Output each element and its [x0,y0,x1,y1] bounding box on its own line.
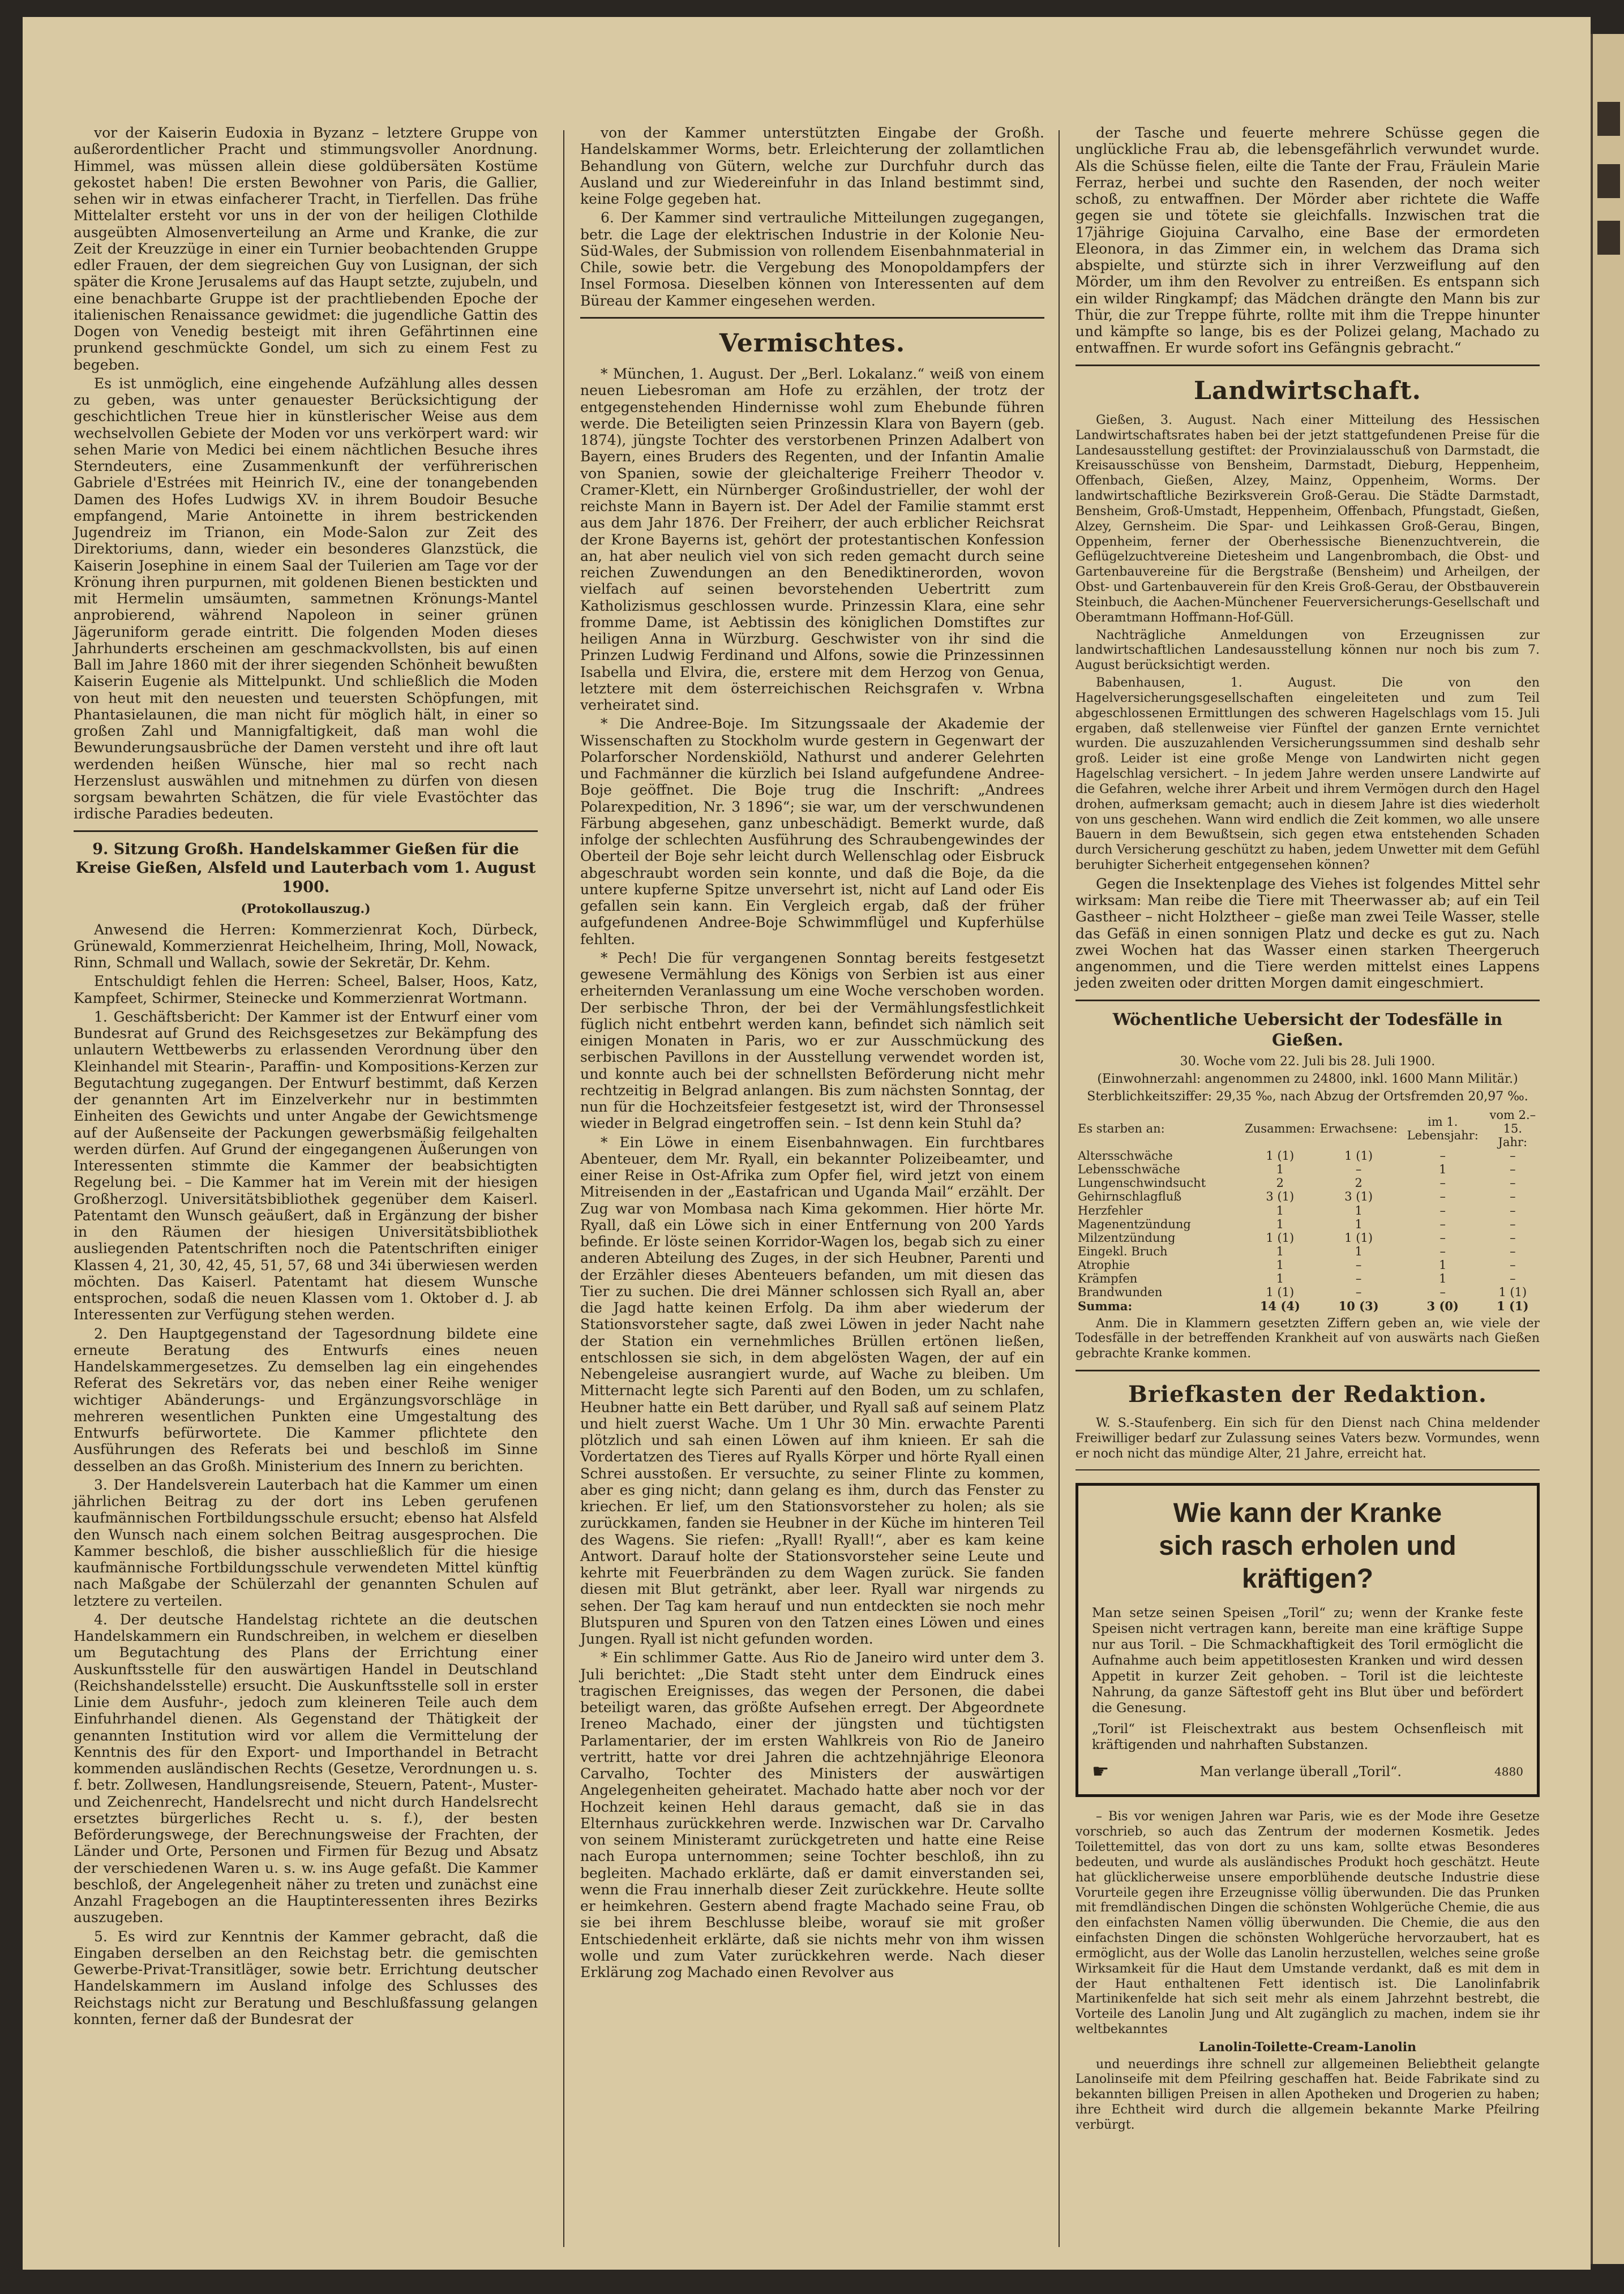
table-cell: Summa: [1078,1298,1133,1313]
table-cell: Gehirnschlagfluß [1078,1190,1182,1204]
paragraph: von der Kammer unterstützten Eingabe der Großh. Handelskammer Worms, betr. Erleichterung der zollamtlichen Behandlung von Gütern, welche zur Durchfuhr durch das Ausland und zur Wiedereinfuhr in das Inland bestimmt sind, keine Folge gegeben hat. [580,125,1044,207]
paragraph: Nachträgliche Anmeldungen von Erzeugnissen zur landwirtschaftlichen Landesausstellung können nur noch bis zum 7. August berücksichtigt werden. [1075,628,1540,673]
table-cell: Atrophie [1078,1258,1130,1272]
table-row [1075,1285,1540,1299]
table-row [1075,1217,1540,1231]
table-row [1075,1149,1540,1163]
table-cell: 3 (1) [1344,1190,1373,1204]
paragraph: * Die Andree-Boje. Im Sitzungssaale der Akademie der Wissenschaften zu Stockholm wurde gestern in Gegenwart der Polarforscher Nordenskiöld, Nathurst und anderer Gelehrten und Fachmänner die kürzlich bei Island aufgefundene Andree-Boje geöffnet. Die Boje trug die Inschrift: „Andrees Polarexpedition, Nr. 3 1896“; sie war, um der verschwundenen Färbung abgesehen, ganz unbeschädigt. Bemerkt wurde, daß infolge der schlechten Ausführung des Schraubengewindes der Oberteil der Boje sehr leicht durch Wellenschlag oder Eisbruck abgeschraubt worden sein konnte, und daß die Boje, da die untere kupferne Spitze unversehrt ist, nicht auf Land oder Eis gefallen sein kann. Ein Vergleich ergab, daß der früher aufgefundenen Andree-Boje Schwimmflügel und Kupferhülse fehlten. [580,715,1044,947]
table-header-cell: im 1. Lebensjahr: [1407,1114,1479,1142]
table-cell: 1 (1) [1497,1298,1529,1313]
table-cell: 1 [1276,1272,1284,1286]
table-row [1075,1258,1540,1272]
ad-slogan: Man verlange überall „Toril“. [1199,1764,1402,1780]
table-header-row [1075,1108,1540,1149]
deaths-note: Anm. Die in Klammern gesetzten Ziffern geben an, wie viele der Todesfälle in der betreffenden Krankheit auf von auswärts nach Gießen gebrachte Kranke kommen. [1075,1316,1540,1361]
table-cell: 1 [1276,1163,1284,1177]
paragraph: * München, 1. August. Der „Berl. Lokalanz.“ weiß von einem neuen Liebesroman am Hofe zu erzählen, der trotz der entgegenstehenden Hindernisse wohl zum Ehebunde führen werde. Die Beteiligten seien Prinzessin Klara von Bayern (geb. 1874), jüngste Tochter des verstorbenen Prinzen Adalbert von Bayern, eines Bruders des Regenten, und der Infantin Amalie von Spanien, sowie der gleichalterige Freiherr Theodor v. Cramer-Klett, ein Nürnberger Großindustrieller, der wohl der reichste Mann in Bayern ist. Der Adel der Familie stammt erst aus dem Jahr 1876. Der Freiherr, der auch erblicher Reichsrat der Krone Bayerns ist, gehört der protestantischen Konfession an, hat aber neulich viel von sich reden gemacht durch seine reichen Zuwendungen an den Benediktinerorden, wovon vielfach auf seinen bevorstehenden Uebertritt zum Katholizismus geschlossen wurde. Prinzessin Klara, eine sehr fromme Dame, ist Aebtissin des königlichen Domstiftes zur heiligen Anna in Würzburg. Geschwister von ihr sind die Prinzen Ludwig Ferdinand und Alfons, sowie die Prinzessinnen Isabella und Elvira, die, erstere mit dem Herzog von Genua, letztere mit dem österreichischen Reichsgrafen v. Wrbna verheiratet sind. [580,366,1044,714]
table-cell: – [1510,1217,1516,1231]
table-cell: 2 [1276,1176,1284,1190]
table-cell: – [1439,1244,1446,1258]
table-header-cell: Erwachsene: [1319,1121,1398,1135]
paragraph: * Ein Löwe in einem Eisenbahnwagen. Ein furchtbares Abenteuer, dem Mr. Ryall, ein bekannter Polizeibeamter, und einer Reise in Ost-Afrika zum Opfer fiel, wird jetzt von einem Mitreisenden in der „Eastafrican und Uganda Mail“ erzählt. Der Zug war von Mombasa nach Kima gekommen. Hier hörte Mr. Ryall, daß ein Löwe sich in einer Entfernung von 200 Yards befinde. Er löste seinen Korridor-Wagen los, begab sich zu einer anderen Abteilung des Zuges, in der sich Heubner, Parenti und der Erzähler dieses Abenteuers befanden, um mit diesen das Tier zu suchen. Die drei Männer schlossen sich Ryall an, aber die Jagd hatte keinen Erfolg. Da ihm aber wiederum der Stationsvorsteher sagte, daß zwei Löwen in jeder Nacht nahe der Station ein vernehmliches Brüllen ertönen ließen, entschlossen sie sich, in dem abgelösten Wagen, der auf ein Nebengeleise ausrangiert wurde, auf Wache zu bleiben. Um Mitternacht legte sich Parenti auf den Boden, um zu schlafen, Heubner hatte ein Bett darüber, und Ryall saß auf seinem Platz und hielt zuerst Wache. Um 1 Uhr 30 Min. erwachte Parenti plötzlich und sah einen Löwen auf ihm knieen. Er sah die Vordertatzen des Tieres auf Ryalls Körper und hörte Ryall einen Schrei ausstoßen. Er versuchte, zu seiner Flinte zu kommen, aber es ging nicht; dann gelang es ihm, durch das Fenster zu kriechen. Er lief, um den Stationsvorsteher zu holen; als sie zurückkamen, fanden sie Heubner in der Küche im hinteren Teil des Wagens. Sie riefen: „Ryall! Ryall!“, aber es kam keine Antwort. Darauf holte der Stationsvorsteher seine Leute und kehrte mit Feuerbränden zu dem Wagen zurück. Sie fanden diesen mit Blut getränkt, aber leer. Ryall war nirgends zu sehen. Der Tag kam herauf und nun entdeckten sie noch mehr Blutspuren und Spuren von den Tatzen eines Löwen und eines Jungen. Ryall ist nicht gefunden worden. [580,1134,1044,1648]
adjacent-page-edge [1591,34,1624,2264]
section-heading-vermischtes: Vermischtes. [719,328,906,358]
table-cell: – [1510,1203,1516,1217]
table-cell: 1 [1439,1163,1447,1177]
paragraph: Anwesend die Herren: Kommerzienrat Koch, Dürbeck, Grünewald, Kommerzienrat Heichelheim, Ihring, Moll, Nowack, Rinn, Schmall und Wallach, sowie der Sekretär, Dr. Kehm. [74,921,538,971]
paragraph: der Tasche und feuerte mehrere Schüsse gegen die unglückliche Frau ab, die lebensgefährlich verwundet wurde. Als die Schüsse fielen, eilte die Tante der Frau, Fräulein Marie Ferraz, herbei und suchte den Rasenden, der noch weiter schoß, zu entwaffnen. Der Mörder aber richtete die Waffe gegen sie und tötete sie gleichfalls. Inzwischen trat die 17jährige Giojuina Carvalho, eine Base der ermordeten Eleonora, in das Zimmer ein, in welchem das Drama sich abspielte, und stürzte sich in ihrer Verzweiflung auf den Mörder, um ihm den Revolver zu entreißen. Es entspann sich ein wilder Ringkampf; das Mädchen drängte den Mann bis zur Thür, die zur Treppe führte, rollte mit ihm die Treppe hinunter und kämpfte so lange, bis es der Polizei gelang, Machado zu entwaffnen. Er wurde sofort ins Gefängnis gebracht.“ [1075,125,1540,357]
table-row [1075,1163,1540,1176]
table-row [1075,1204,1540,1217]
table-cell: – [1439,1203,1446,1217]
table-cell: – [1355,1258,1362,1272]
table-cell: 1 [1276,1217,1284,1231]
table-cell: 1 (1) [1344,1230,1373,1245]
separator [1075,1469,1540,1470]
table-cell: – [1355,1285,1362,1300]
ad-title: sich rasch erholen und kräftigen? [1159,1531,1456,1594]
table-cell: Magenentzündung [1078,1217,1191,1231]
table-cell: – [1439,1176,1446,1190]
paragraph: – Bis vor wenigen Jahren war Paris, wie es der Mode ihre Gesetze vorschrieb, so auch das Zentrum der modernen Kosmetik. Jedes Toilettemittel, das von dort zu uns kam, sollte etwas Besonderes bedeuten, und wurde als ausländisches Produkt hoch geschätzt. Heute hat glücklicherweise unsere emporblühende deutsche Industrie diese Vorurteile gegen ihre Erzeugnisse völlig überwunden. Die das Prunken mit fremdländischen Dingen die schönsten Wohlgerüche Chemie, die aus den einfachsten Namen völlig überwunden. Die Chemie, die aus den einfachsten Dingen die schönsten Wohlgerüche hervorzaubert, hat es ermöglicht, aus der Wolle das Lanolin herzustellen, welches seine große Wirksamkeit für die Haut dem Umstande verdankt, daß es mit dem in der Haut enthaltenen Fett identisch ist. Die Lanolinfabrik Martinikenfelde hat sich seit mehr als einem Jahrzehnt bestrebt, die Vorteile des Lanolin Jung und Alt zugänglich zu machen, indem sie ihr weltbekanntes [1075,1810,1540,2036]
separator [1075,1370,1540,1371]
deaths-table [1075,1108,1540,1313]
separator [1075,365,1540,366]
table-cell: Eingekl. Bruch [1078,1244,1168,1258]
table-cell: Lungenschwindsucht [1078,1176,1206,1190]
pointing-hand-icon: ☛ [1092,1760,1107,1783]
table-header-cell: vom 2.–15. Jahr: [1489,1108,1536,1149]
separator [580,317,1044,319]
table-cell: – [1510,1190,1516,1204]
deaths-rate: Sterblichkeitsziffer: 29,35 ‰, nach Abzug der Ortsfremden 20,97 ‰. [1087,1089,1528,1104]
table-cell: – [1510,1163,1516,1177]
paragraph: 5. Es wird zur Kenntnis der Kammer gebracht, daß die Eingaben derselben an den Reichstag betr. die gemischten Gewerbe-Privat-Transitläger, sowie betr. Errichtung deutscher Handelskammern im Ausland infolge des Schlusses des Reichstags nicht zur Beratung und Beschlußfassung gelangen konnten, ferner daß der Bundesrat der [74,1928,538,2027]
table-cell: – [1439,1285,1446,1300]
paragraph: Babenhausen, 1. August. Die von den Hagelversicherungsgesellschaften eingeleiteten und zum Teil abgeschlossenen Ermittlungen des schweren Hagelschlags vom 15. Juli ergaben, daß stellenweise vier Fünftel der ganzen Ernte vernichtet wurden. Die auszuzahlenden Versicherungssummen sind deshalb sehr groß. Leider ist eine große Menge von Landwirten nicht gegen Hagelschlag versichert. – In jedem Jahre werden unsere Landwirte auf die Gefahren, welche ihrer Arbeit und ihrem Vermögen durch den Hagel drohen, aufmerksam gemacht; auch in diesem Jahre ist dies wiederholt von uns geschehen. Wann wird endlich die Zeit kommen, wo alle unsere Bauern in dem Bewußtsein, sich gegen etwa entstehenden Schaden durch Versicherung geschützt zu haben, jedem Unwetter mit dem Gefühl beruhigter Sicherheit entgegensehen können? [1075,676,1540,872]
paragraph: 1. Geschäftsbericht: Der Kammer ist der Entwurf einer vom Bundesrat auf Grund des Reichsgesetzes zur Bekämpfung des unlautern Wettbewerbs zu erlassenden Verordnung über den Kleinhandel mit Stearin-, Paraffin- und Kompositions-Kerzen zur Begutachtung zugegangen. Der Entwurf bestimmt, daß Kerzen der genannten Art im Einzelverkehr nur in bestimmten Einheiten des Gewichts und unter Angabe der Gewichtsmenge auf der Außenseite der Packungen gewerbsmäßig feilgehalten werden dürfen. Auf Grund der eingegangenen Äußerungen von Interessenten stimmte die Kammer der beabsichtigten Regelung bei. – Die Kammer hat im Verein mit der hiesigen Großherzogl. Universitätsbibliothek gegenüber dem Kaiserl. Patentamt den Wunsch geäußert, daß in Ergänzung der bisher in den Räumen der hiesigen Universitätsbibliothek ausliegenden Patentschriften noch die Patentschriften einiger Klassen 4, 21, 30, 42, 45, 51, 57, 68 und 34i überwiesen werden möchten. Das Kaiserl. Patentamt hat diesem Wunsche entsprochen, sodaß die neuen Klassen vom 1. Oktober d. J. ab Interessenten zur Verfügung stehen werden. [74,1008,538,1323]
ad-title: Wie kann der Kranke [1173,1498,1442,1529]
paragraph: Gießen, 3. August. Nach einer Mitteilung des Hessischen Landwirtschaftsrates haben bei der jetzt stattgefundenen Preise für die Landesausstellung gestiftet: der Provinzialausschuß von Darmstadt, die Kreisausschüsse von Bensheim, Darmstadt, Dieburg, Heppenheim, Offenbach, Gießen, Alzey, Mainz, Oppenheim, Worms. Der landwirtschaftliche Bezirksverein Groß-Gerau. Die Städte Darmstadt, Bensheim, Groß-Umstadt, Heppenheim, Offenbach, Pfungstadt, Gießen, Alzey, Gernsheim. Die Spar- und Leihkassen Groß-Gerau, Bingen, Oppenheim, ferner der Oberhessische Bienenzuchtverein, die Geflügelzuchtvereine Dietesheim und Langenbrombach, die Obst- und Gartenbauvereine für die Bergstraße (Bensheim) und Arheilgen, der Obst- und Gartenbauverein für den Kreis Groß-Gerau, der Obstbauverein Steinbuch, die Aachen-Münchener Feuerversicherungs-Gesellschaft und Oberamtmann Hoffmann-Hof-Güll. [1075,413,1540,625]
table-cell: – [1510,1272,1516,1286]
table-cell: 1 [1439,1258,1447,1272]
separator [1075,1000,1540,1001]
table-cell: 1 (1) [1344,1148,1373,1163]
table-cell: 1 [1355,1203,1362,1217]
ad-number: 4880 [1494,1764,1523,1778]
table-cell: – [1510,1258,1516,1272]
paragraph: und neuerdings ihre schnell zur allgemeinen Beliebtheit gelangte Lanolinseife mit dem Pfeilring geschaffen hat. Beide Fabrikate sind zu bekannten billigen Preisen in allen Apotheken und Drogerien zu haben; ihre Echtheit wird durch die allgemein bekannte Marke Pfeilring verbürgt. [1075,2057,1540,2132]
table-cell: Lebensschwäche [1078,1163,1180,1177]
table-row [1075,1245,1540,1258]
table-cell: – [1439,1190,1446,1204]
table-cell: 1 [1276,1203,1284,1217]
table-header-cell: Zusammen: [1245,1121,1316,1135]
table-cell: 14 (4) [1259,1298,1300,1313]
table-cell: Herzfehler [1078,1203,1143,1217]
table-cell: 1 (1) [1266,1148,1295,1163]
adjacent-page-mark [1597,221,1620,255]
paragraph: vor der Kaiserin Eudoxia in Byzanz – letztere Gruppe von außerordentlicher Pracht und stimmungsvoller Anordnung. Himmel, was müssen allein diese goldübersäten Kostüme gekostet haben! Die ersten Bewohner von Paris, die Gallier, sehen wir in etwas einfacherer Tracht, in Tierfellen. Das frühe Mittelalter ersteht vor uns in der von der heiligen Clothilde ausgeübten Almosenverteilung an Arme und Kranke, die zur Zeit der Kreuzzüge in einer ein Turnier beobachtenden Gruppe edler Frauen, der dem siegreichen Guy von Lusignan, der sich später die Krone Jerusalems auf das Haupt setzte, zujubeln, und eine benachbarte Gruppe ist der prachtliebenden Epoche der italienischen Renaissance gewidmet: die jugendliche Gattin des Dogen von Venedig besteigt mit ihren Gefährtinnen eine prunkend geschmückte Gondel, um sich zu einem Fest zu begeben. [74,125,538,373]
paragraph: * Pech! Die für vergangenen Sonntag bereits festgesetzt gewesene Vermählung des Königs von Serbien ist aus einer erheiternden Veranlassung um eine Woche verschoben worden. Der serbische Thron, der bei der Vermählungsfestlichkeit füglich nicht entbehrt werden kann, befindet sich nämlich seit einigen Monaten in Paris, wo er zur Ausschmückung des serbischen Pavillons in der Ausstellung verwendet worden ist, und konnte auch bei der schnellsten Beförderung nicht mehr rechtzeitig in Belgrad anlangen. Bis zum nächsten Sonntag, der nun für die Hochzeitsfeier festgesetzt ist, wird der Thronsessel wieder in Belgrad eingetroffen sein. – Ist denn kein Stuhl da? [580,949,1044,1132]
table-cell: 3 (1) [1266,1190,1295,1204]
section-heading-landwirtschaft: Landwirtschaft. [1194,376,1421,405]
adjacent-page-mark [1597,164,1620,198]
table-row [1075,1190,1540,1203]
paragraph: Gegen die Insektenplage des Viehes ist folgendes Mittel sehr wirksam: Man reibe die Tiere mit Theerwasser ab; auf ein Teil Gastheer – nicht Holztheer – gieße man zwei Teile Wasser, stelle das Gefäß in einen sonnigen Platz und decke es gut zu. Nach zwei Wochen hat das Wasser einen starken Theergeruch angenommen, und die Tiere werden mittelst eines Lappens jeden zweiten oder dritten Morgen damit eingeschmiert. [1075,875,1540,992]
table-cell: – [1510,1244,1516,1258]
meeting-subtitle: (Protokollauszug.) [241,901,371,916]
table-header-cell: Es starben an: [1078,1121,1165,1135]
paragraph: 3. Der Handelsverein Lauterbach hat die Kammer um einen jährlichen Beitrag zu der dort ins Leben gerufenen kaufmännischen Fortbildungsschule ersucht; ebenso hat Alsfeld den Wunsch nach einem solchen Beitrag ausgesprochen. Die Kammer beschloß, die bisher ausschließlich für die hiesige kaufmännische Fortbildungsschule verwendeten Mittel künftig nach Maßgabe der Schülerzahl der genannten Schulen auf letztere zu verteilen. [74,1476,538,1609]
table-cell: 1 (1) [1266,1230,1295,1245]
table-cell: Brandwunden [1078,1285,1163,1300]
deaths-table-title: Wöchentliche Uebersicht der Todesfälle in Gießen. [1112,1009,1503,1049]
adjacent-page-mark [1597,102,1620,136]
ad-body: Man setze seinen Speisen „Toril“ zu; wenn der Kranke feste Speisen nicht vertragen kann, bereite man eine kräftige Suppe nur aus Toril. – Die Schmackhaftigkeit des Toril ermöglicht die Aufnahme auch beim appetitlosesten Kranken und wird dessen Appetit in kurzer Zeit gehoben. – Toril ist die leichteste Nahrung, da ganze Säftestoff geht ins Blut über und befördert die Genesung. [1092,1606,1523,1716]
paragraph: 2. Den Hauptgegenstand der Tagesordnung bildete eine erneute Beratung des Entwurfs eines neuen Handelskammergesetzes. Zu demselben lag ein eingehendes Referat des Sekretärs vor, das neben einer Reihe weniger wichtiger Abänderungs- und Ergänzungsvorschläge in mehreren wesentlichen Punkten eine Umgestaltung des Entwurfs befürwortete. Die Kammer pflichtete den Ausführungen des Referats bei und beschloß im Sinne desselben an das Großh. Ministerium des Innern zu berichten. [74,1325,538,1474]
table-cell: 1 (1) [1266,1285,1295,1300]
table-cell: 1 [1276,1244,1284,1258]
table-cell: 1 (1) [1498,1285,1527,1300]
paragraph: Entschuldigt fehlen die Herren: Scheel, Balser, Hoos, Katz, Kampfeet, Schirmer, Steinecke und Kommerzienrat Wortmann. [74,973,538,1006]
table-cell: 10 (3) [1338,1298,1379,1313]
table-cell: 1 [1276,1258,1284,1272]
column-2 [580,125,1044,1983]
table-cell: 1 [1355,1244,1362,1258]
table-cell: – [1510,1148,1516,1163]
column-1 [74,125,538,2030]
table-cell: 3 (0) [1426,1298,1459,1313]
table-cell: – [1439,1148,1446,1163]
paragraph: * Ein schlimmer Gatte. Aus Rio de Janeiro wird unter dem 3. Juli berichtet: „Die Stadt steht unter dem Eindruck eines tragischen Ereignisses, das wegen der Personen, die dabei beteiligt waren, das größte Aufsehen erregt. Der Abgeordnete Ireneo Machado, einer der jüngsten und tüchtigsten Parlamentarier, der im ersten Wahlkreis von Rio de Janeiro vertritt, hatte vor drei Jahren die achtzehnjährige Eleonora Carvalho, Tochter des Ministers der auswärtigen Angelegenheiten geheiratet. Machado hatte aber noch vor der Hochzeit keinen Hehl daraus gemacht, daß sie in das Elternhaus zurückkehren werde. Inzwischen war Dr. Carvalho von seinem Ministeramt zurückgetreten und hatte eine Reise nach Europa unternommen; seine Tochter beschloß, ihn zu begleiten. Machado erklärte, daß er damit einverstanden sei, wenn die Frau innerhalb dieser Zeit zurückkehre. Heute sollte er heimkehren. Gestern abend fragte Machado seine Frau, ob sie bei ihrem Beschlusse bleibe, worauf sie mit großer Entschiedenheit erklärte, daß sie nichts mehr von ihm wissen wolle und zum Vater zurückkehren werde. Nach dieser Erklärung zog Machado einen Revolver aus [580,1649,1044,1981]
table-row [1075,1272,1540,1285]
column-3 [1075,125,1540,2136]
newspaper-page [23,17,1591,2270]
column-rule [563,130,564,2247]
table-row [1075,1176,1540,1190]
ad-body: „Toril“ ist Fleischextrakt aus bestem Ochsenfleisch mit kräftigenden und nahrhaften Substanzen. [1092,1721,1523,1752]
table-cell: 1 [1439,1272,1447,1286]
table-cell: – [1355,1163,1362,1177]
table-row [1075,1231,1540,1245]
deaths-week: 30. Woche vom 22. Juli bis 28. Juli 1900. [1180,1054,1436,1069]
table-cell: Milzentzündung [1078,1230,1176,1245]
column-rule [1059,130,1060,2247]
table-cell: 2 [1355,1176,1362,1190]
table-cell: Krämpfen [1078,1272,1138,1286]
table-sum-row [1075,1300,1540,1313]
paragraph: 4. Der deutsche Handelstag richtete an die deutschen Handelskammern ein Rundschreiben, in welchem er dieselben um Begutachtung des Plans der Errichtung einer Auskunftsstelle für den auswärtigen Handel in Deutschland (Reichshandelsstelle) ersucht. Die Auskunftsstelle soll in erster Linie dem Ausfuhr-, jedoch zum kleineren Teile auch dem Einfuhrhandel dienen. Als Gegenstand der Thätigkeit der genannten Institution wird vor allem die Vermittelung der Kenntnis des für den Export- und Importhandel in Betracht kommenden ausländischen Rechts (Gesetze, Verordnungen u. s. f. betr. Zollwesen, Handlungsreisende, Steuern, Patent-, Muster- und Zeichenrecht, Handelsrecht und nicht durch Handelsrecht ersetztes bürgerliches Recht u. s. f.), der besten Beförderungswege, der Berechnungsweise der Frachten, der Länder und Orte, Personen und Firmen für Bezug und Absatz der verschiedenen Waren u. s. w. ins Auge gefaßt. Die Kammer beschloß, der Angelegenheit näher zu treten und zunächst eine Anzahl Fragebogen an die Hauptinteressenten ihres Bezirks auszugeben. [74,1611,538,1926]
ad-footer [1092,1761,1523,1783]
paragraph: W. S.-Staufenberg. Ein sich für den Dienst nach China meldender Freiwilliger bedarf zur Zulassung seines Vaters bezw. Vormundes, wenn er noch nicht das mündige Alter, 21 Jahre, erreicht hat. [1075,1416,1540,1461]
meeting-title: 9. Sitzung Großh. Handelskammer Gießen für die Kreise Gießen, Alsfeld und Lauterbach vom 1. August 1900. [75,840,536,896]
table-cell: – [1510,1230,1516,1245]
table-cell: – [1510,1176,1516,1190]
product-name: Lanolin-Toilette-Cream-Lanolin [1198,2039,1417,2055]
table-cell: – [1439,1217,1446,1231]
separator [74,830,538,832]
table-cell: 1 [1355,1217,1362,1231]
table-cell: Altersschwäche [1078,1148,1173,1163]
table-cell: – [1355,1272,1362,1286]
deaths-population: (Einwohnerzahl: angenommen zu 24800, inkl. 1600 Mann Militär.) [1097,1071,1518,1086]
table-cell: – [1439,1230,1446,1245]
paragraph: Es ist unmöglich, eine eingehende Aufzählung alles dessen zu geben, was unter genauester Berücksichtigung der geschichtlichen Treue hier in künstlerischer Weise aus dem wechselvollen Gebiete der Moden vor uns verkörpert ward: wir sehen Marie von Medici bei einem nächtlichen Besuche ihres Sterndeuters, eine Zusammenkunft der verführerischen Gabriele d'Estrées mit Heinrich IV., eine der tonangebenden Damen des Hofes Ludwigs XV. in ihrem Boudoir Besuche empfangend, Marie Antoinette in ihrem bestrickenden Jugendreiz im Trianon, ein Mode-Salon zur Zeit des Direktoriums, dann, wieder ein besonderes Glanzstück, die Kaiserin Josephine in einem Saal der Tuilerien am Tage vor der Krönung ihren purpurnen, mit goldenen Bienen bestickten und mit Hermelin umsäumten, sammetnen Krönungs-Mantel anprobierend, während Napoleon in seiner grünen Jägeruniform gerade eintritt. Die folgenden Moden dieses Jahrhunderts erscheinen am geschmackvollsten, bis auf einen Ball im Jahre 1860 mit der ihrer siegenden Schönheit bewußten Kaiserin Eugenie als Mittelpunkt. Und schließlich die Moden von heut mit den neuesten und teuersten Schöpfungen, mit Phantasielaunen, die man nicht für möglich hält, in einer so großen Zahl und Mannigfaltigkeit, daß man wohl die Bewunderungsausbrüche der Damen versteht und ihre oft laut werdenden heißen Wünsche, hier mal so recht nach Herzenslust auswählen und mitnehmen zu dürfen von diesen sorgsam bewahrten Schätzen, die für viele Evastöchter das irdische Paradies bedeuten. [74,375,538,822]
section-heading-briefkasten: Briefkasten der Redaktion. [1128,1381,1487,1408]
advertisement-toril [1075,1483,1540,1797]
paragraph: 6. Der Kammer sind vertrauliche Mitteilungen zugegangen, betr. die Lage der elektrischen Industrie in der Kolonie Neu-Süd-Wales, der Submission von rollendem Eisenbahnmaterial in Chile, sowie betr. die Vergebung des Monopoldampfers der Insel Formosa. Dieselben können von Interessenten auf dem Büreau der Kammer eingesehen werden. [580,209,1044,309]
